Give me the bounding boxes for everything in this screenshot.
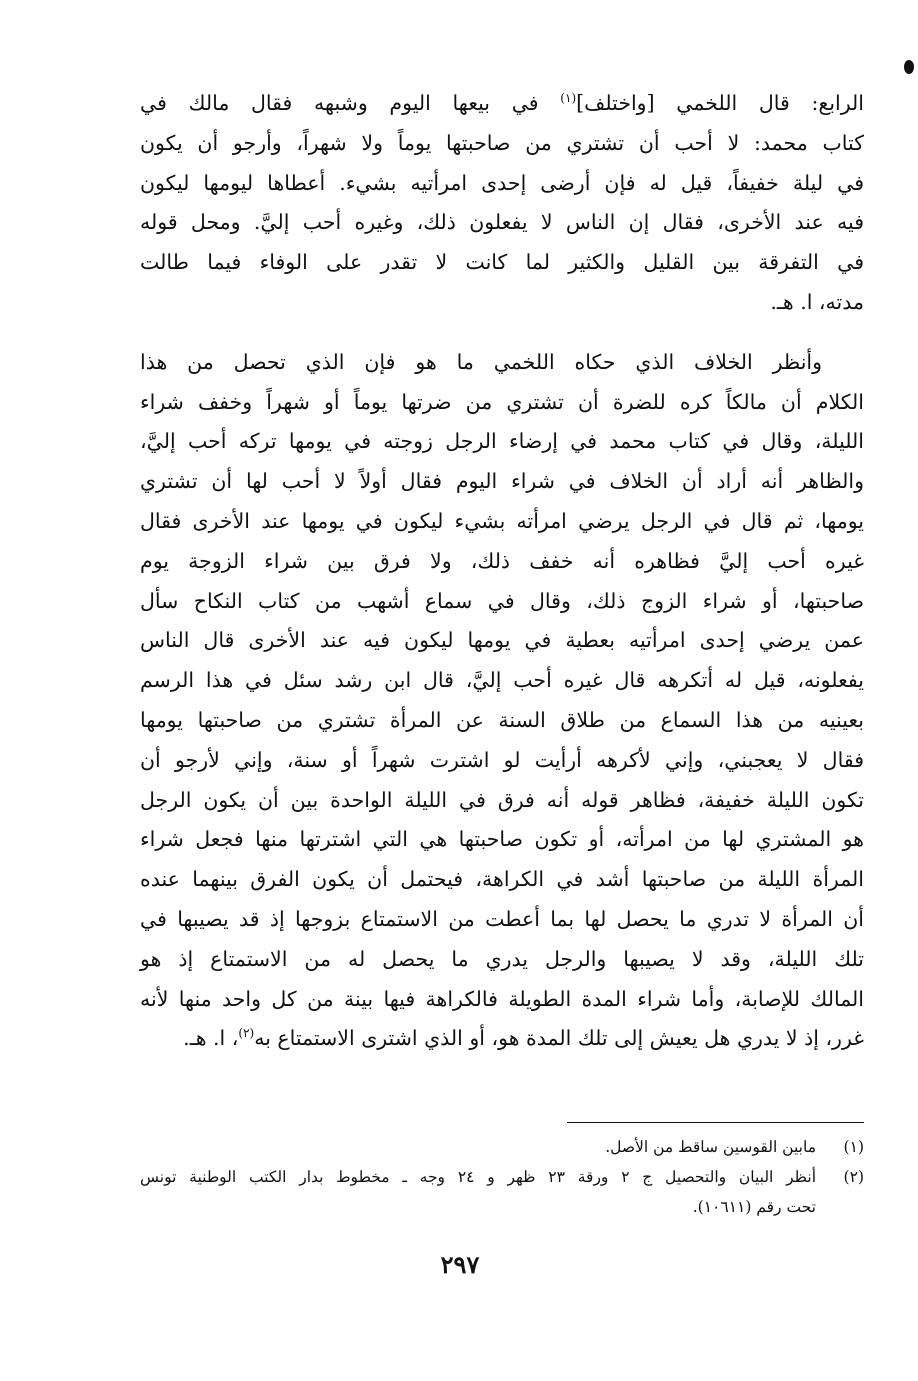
- footnote-line: مابين القوسين ساقط من الأصل.: [605, 1138, 816, 1156]
- text-line: المرأة الليلة من صاحبتها أشد في الكراهة، فيحتمل أن يكون الفرق بينهما عنده: [140, 867, 864, 892]
- text-line: الليلة، وقال في كتاب محمد في إرضاء الرجل زوجته في يومها تركه أحب إليَّ،: [140, 429, 864, 454]
- text-line: يفعلونه، قيل له أتكرهه قال غيره أحب إليَّ، قال ابن رشد سئل في هذا الرسم: [140, 668, 864, 693]
- footnote-number: (١): [843, 1138, 864, 1156]
- main-text: [140, 84, 864, 1059]
- footnote-number: (٢): [843, 1168, 864, 1186]
- text-line: مدته، ا. هـ.: [770, 289, 864, 314]
- paragraph-1: [140, 84, 864, 323]
- text-line: عمن يرضي إحدى امرأتيه بعطية في يومها ليكون فيه عند الأخرى قال الناس: [140, 628, 864, 653]
- margin-dot: [904, 60, 914, 74]
- text-line: غيره أحب إليَّ فظاهره أنه خفف ذلك، ولا فرق بين شراء الزوجة يوم: [140, 548, 864, 573]
- footnote-ref-2[interactable]: (٢): [238, 1026, 255, 1041]
- footnote-2: [140, 1162, 864, 1222]
- footnote-separator: [567, 1122, 864, 1123]
- text-line: في التفرقة بين القليل والكثير لما كانت لا تقدر على الوفاء فيما طالت: [140, 250, 864, 275]
- text-line: في ليلة خفيفاً، قيل له فإن أرضى إحدى امرأتيه بشيء. أعطاها ليومها ليكون: [140, 170, 864, 195]
- footnote-ref-1[interactable]: (١): [560, 91, 577, 106]
- footnotes: [140, 1132, 864, 1222]
- text-line: أن المرأة لا تدري ما يحصل لها بما أعطت من الاستمتاع بزوجها إذ قد يصيبها في: [140, 906, 864, 931]
- text-line: صاحبتها، أو شراء الزوج ذلك، وقال في سماع أشهب من كتاب النكاح سأل: [140, 588, 864, 613]
- footnote-text: [140, 1162, 816, 1222]
- text-line: غرر، إذ لا يدري هل يعيش إلى تلك المدة هو، أو الذي اشترى الاستمتاع به$^{(٢)}$، ا. هـ.: [183, 1026, 864, 1051]
- footnote-1: [140, 1132, 864, 1162]
- text-line: بعينيه من هذا السماع من طلاق السنة عن المرأة تشتري من صاحبتها يومها: [140, 707, 864, 732]
- text-line: تلك الليلة، وقد لا يصيبها والرجل يدري ما يحصل له من الاستمتاع إذ هو: [140, 946, 864, 971]
- text-line: تكون الليلة خفيفة، فظاهر قوله أنه فرق في الليلة الواحدة بين أن يكون الرجل: [140, 787, 864, 812]
- text-line: فقال لا يعجبني، وإني لأكرهه أرأيت لو اشترت شهراً أو سنة، وإني لأرجو أن: [140, 747, 864, 772]
- text-line: يومها، ثم قال في الرجل يرضي امرأته بشيء ليكون في يومها عند الأخرى فقال: [140, 508, 864, 533]
- footnote-line: تحت رقم (١٠٦١١).: [692, 1198, 816, 1216]
- page-number: ٢٩٧: [440, 1250, 480, 1279]
- text-line: والظاهر أنه أراد أن الخلاف في شراء اليوم فقال أولاً لا أحب لها أن تشتري: [140, 469, 864, 494]
- text-line: وأنظر الخلاف الذي حكاه اللخمي ما هو فإن الذي تحصل من هذا: [140, 349, 822, 374]
- text-line: الكلام أن مالكاً كره للضرة أن تشتري من ضرتها يوماً أو شهراً وخفف شراء: [140, 389, 864, 414]
- footnote-line: أنظر البيان والتحصيل ج ٢ ورقة ٢٣ ظهر و ٢٤ وجه ـ مخطوط بدار الكتب الوطنية تونس: [140, 1168, 817, 1186]
- footnote-text: [140, 1132, 816, 1162]
- text-line: المالك للإصابة، وأما شراء المدة الطويلة فالكراهة فيها بينة من كل واحد منها لأنه: [140, 986, 864, 1011]
- paragraph-2: [140, 343, 864, 1059]
- text-line: الرابع: قال اللخمي [واختلف]$^{(١)}$ في بيعها اليوم وشبهه فقال مالك في: [140, 91, 864, 115]
- text-line: فيه عند الأخرى، فقال إن الناس لا يفعلون ذلك، وغيره أحب إليَّ. ومحل قوله: [140, 210, 864, 235]
- text-line: هو المشتري لها من امرأته، أو تكون صاحبتها هي التي اشترتها منها فجعل شراء: [140, 827, 864, 852]
- text-line: كتاب محمد: لا أحب أن تشتري من صاحبتها يوماً ولا شهراً، وأرجو أن يكون: [140, 130, 864, 155]
